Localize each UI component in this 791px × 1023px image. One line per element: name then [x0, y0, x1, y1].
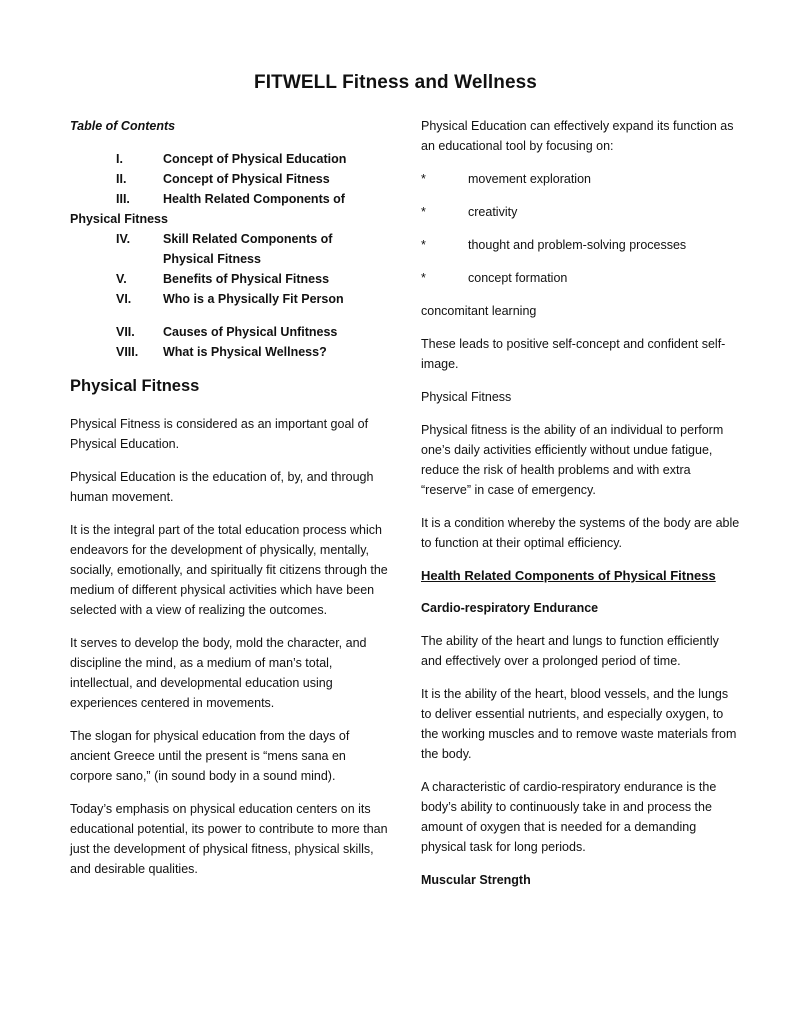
toc-item-continued [70, 249, 388, 269]
bullet-star: * [421, 205, 426, 219]
toc-item-number: VII. [116, 325, 135, 339]
toc-item [70, 322, 388, 342]
toc-item [70, 342, 388, 362]
bullet-text: thought and problem-solving processes [468, 238, 687, 252]
toc-item-text: Causes of Physical Unfitness [163, 325, 338, 339]
paragraph: It serves to develop the body, mold the character, and discipline the mind, as a medium of man’s total, intellectual, and developmental education using experiences centered in movements. [70, 636, 367, 710]
left-column [70, 116, 388, 892]
bullet-text: creativity [468, 205, 518, 219]
paragraph: Physical fitness is the ability of an individual to perform one’s daily activities efficiently without undue fatigue, reduce the risk of health problems and with extra “reserve” in case of emergency. [421, 423, 724, 497]
toc-item-text: What is Physical Wellness? [163, 345, 327, 359]
table-of-contents [70, 149, 388, 362]
toc-item-number: V. [116, 272, 127, 286]
toc-item-number: VI. [116, 292, 132, 306]
toc-item-text: Concept of Physical Education [163, 152, 347, 166]
paragraph: The ability of the heart and lungs to function efficiently and effectively over a prolonged period of time. [421, 634, 719, 668]
toc-heading: Table of Contents [70, 119, 176, 133]
toc-item-number: II. [116, 172, 127, 186]
toc-item-text: Who is a Physically Fit Person [163, 292, 344, 306]
section-heading: Physical Fitness [70, 377, 200, 395]
paragraph: concomitant learning [421, 304, 537, 318]
paragraph: It is a condition whereby the systems of the body are able to function at their optimal efficiency. [421, 516, 740, 550]
toc-item-number: I. [116, 152, 123, 166]
toc-item-text: Benefits of Physical Fitness [163, 272, 330, 286]
bullet-star: * [421, 238, 426, 252]
paragraph: Physical Education is the education of, by, and through human movement. [70, 470, 374, 504]
intro-paragraph: Physical Education can effectively expand its function as an educational tool by focusing on: [421, 119, 734, 153]
paragraph: The slogan for physical education from the days of ancient Greece until the present is “mens sana en corpore sano,” (in sound body in a sound mind). [70, 729, 350, 783]
right-column [421, 116, 741, 903]
toc-item [70, 149, 388, 169]
toc-item-wrap: Physical Fitness [70, 212, 168, 226]
paragraph: Physical Fitness is considered as an important goal of Physical Education. [70, 417, 369, 451]
toc-item-text: Health Related Components of [163, 192, 345, 206]
toc-item-number: III. [116, 192, 130, 206]
toc-item-text: Physical Fitness [163, 252, 261, 266]
paragraph: It is the integral part of the total education process which endeavors for the development of physically, mentally, socially, emotionally, and spiritually fit citizens through the medium of different physical activities which have been selected with a view of realizing the outcomes. [70, 523, 388, 617]
bullet-item [421, 169, 741, 189]
bullet-item [421, 268, 741, 288]
paragraph: It is the ability of the heart, blood vessels, and the lungs to deliver essential nutrients, and especially oxygen, to the working muscles and to remove waste materials from the body. [421, 687, 737, 761]
paragraph: Today’s emphasis on physical education centers on its educational potential, its power to contribute to more than just the development of physical fitness, physical skills, and desirable qualities. [70, 802, 388, 876]
bullet-star: * [421, 271, 426, 285]
toc-item [70, 229, 388, 249]
toc-item-text: Skill Related Components of [163, 232, 333, 246]
paragraph: A characteristic of cardio-respiratory endurance is the body’s ability to continuously take in and process the amount of oxygen that is needed for a demanding physical task for long periods. [421, 780, 717, 854]
paragraph: Physical Fitness [421, 390, 512, 404]
toc-item [70, 169, 388, 189]
bullet-text: movement exploration [468, 172, 591, 186]
toc-item-number: VIII. [116, 345, 139, 359]
section-heading: Health Related Components of Physical Fitness [421, 568, 716, 583]
toc-item [70, 269, 388, 289]
bullet-item [421, 235, 741, 255]
toc-item [70, 189, 388, 209]
page-title: FITWELL Fitness and Wellness [254, 72, 537, 93]
bullet-star: * [421, 172, 426, 186]
bullet-item [421, 202, 741, 222]
subheading: Cardio-respiratory Endurance [421, 601, 599, 615]
toc-item-number: IV. [116, 232, 131, 246]
toc-item [70, 289, 388, 309]
bullet-text: concept formation [468, 271, 568, 285]
toc-item-text: Concept of Physical Fitness [163, 172, 330, 186]
paragraph: These leads to positive self-concept and confident self-image. [421, 337, 726, 371]
subheading: Muscular Strength [421, 873, 531, 887]
